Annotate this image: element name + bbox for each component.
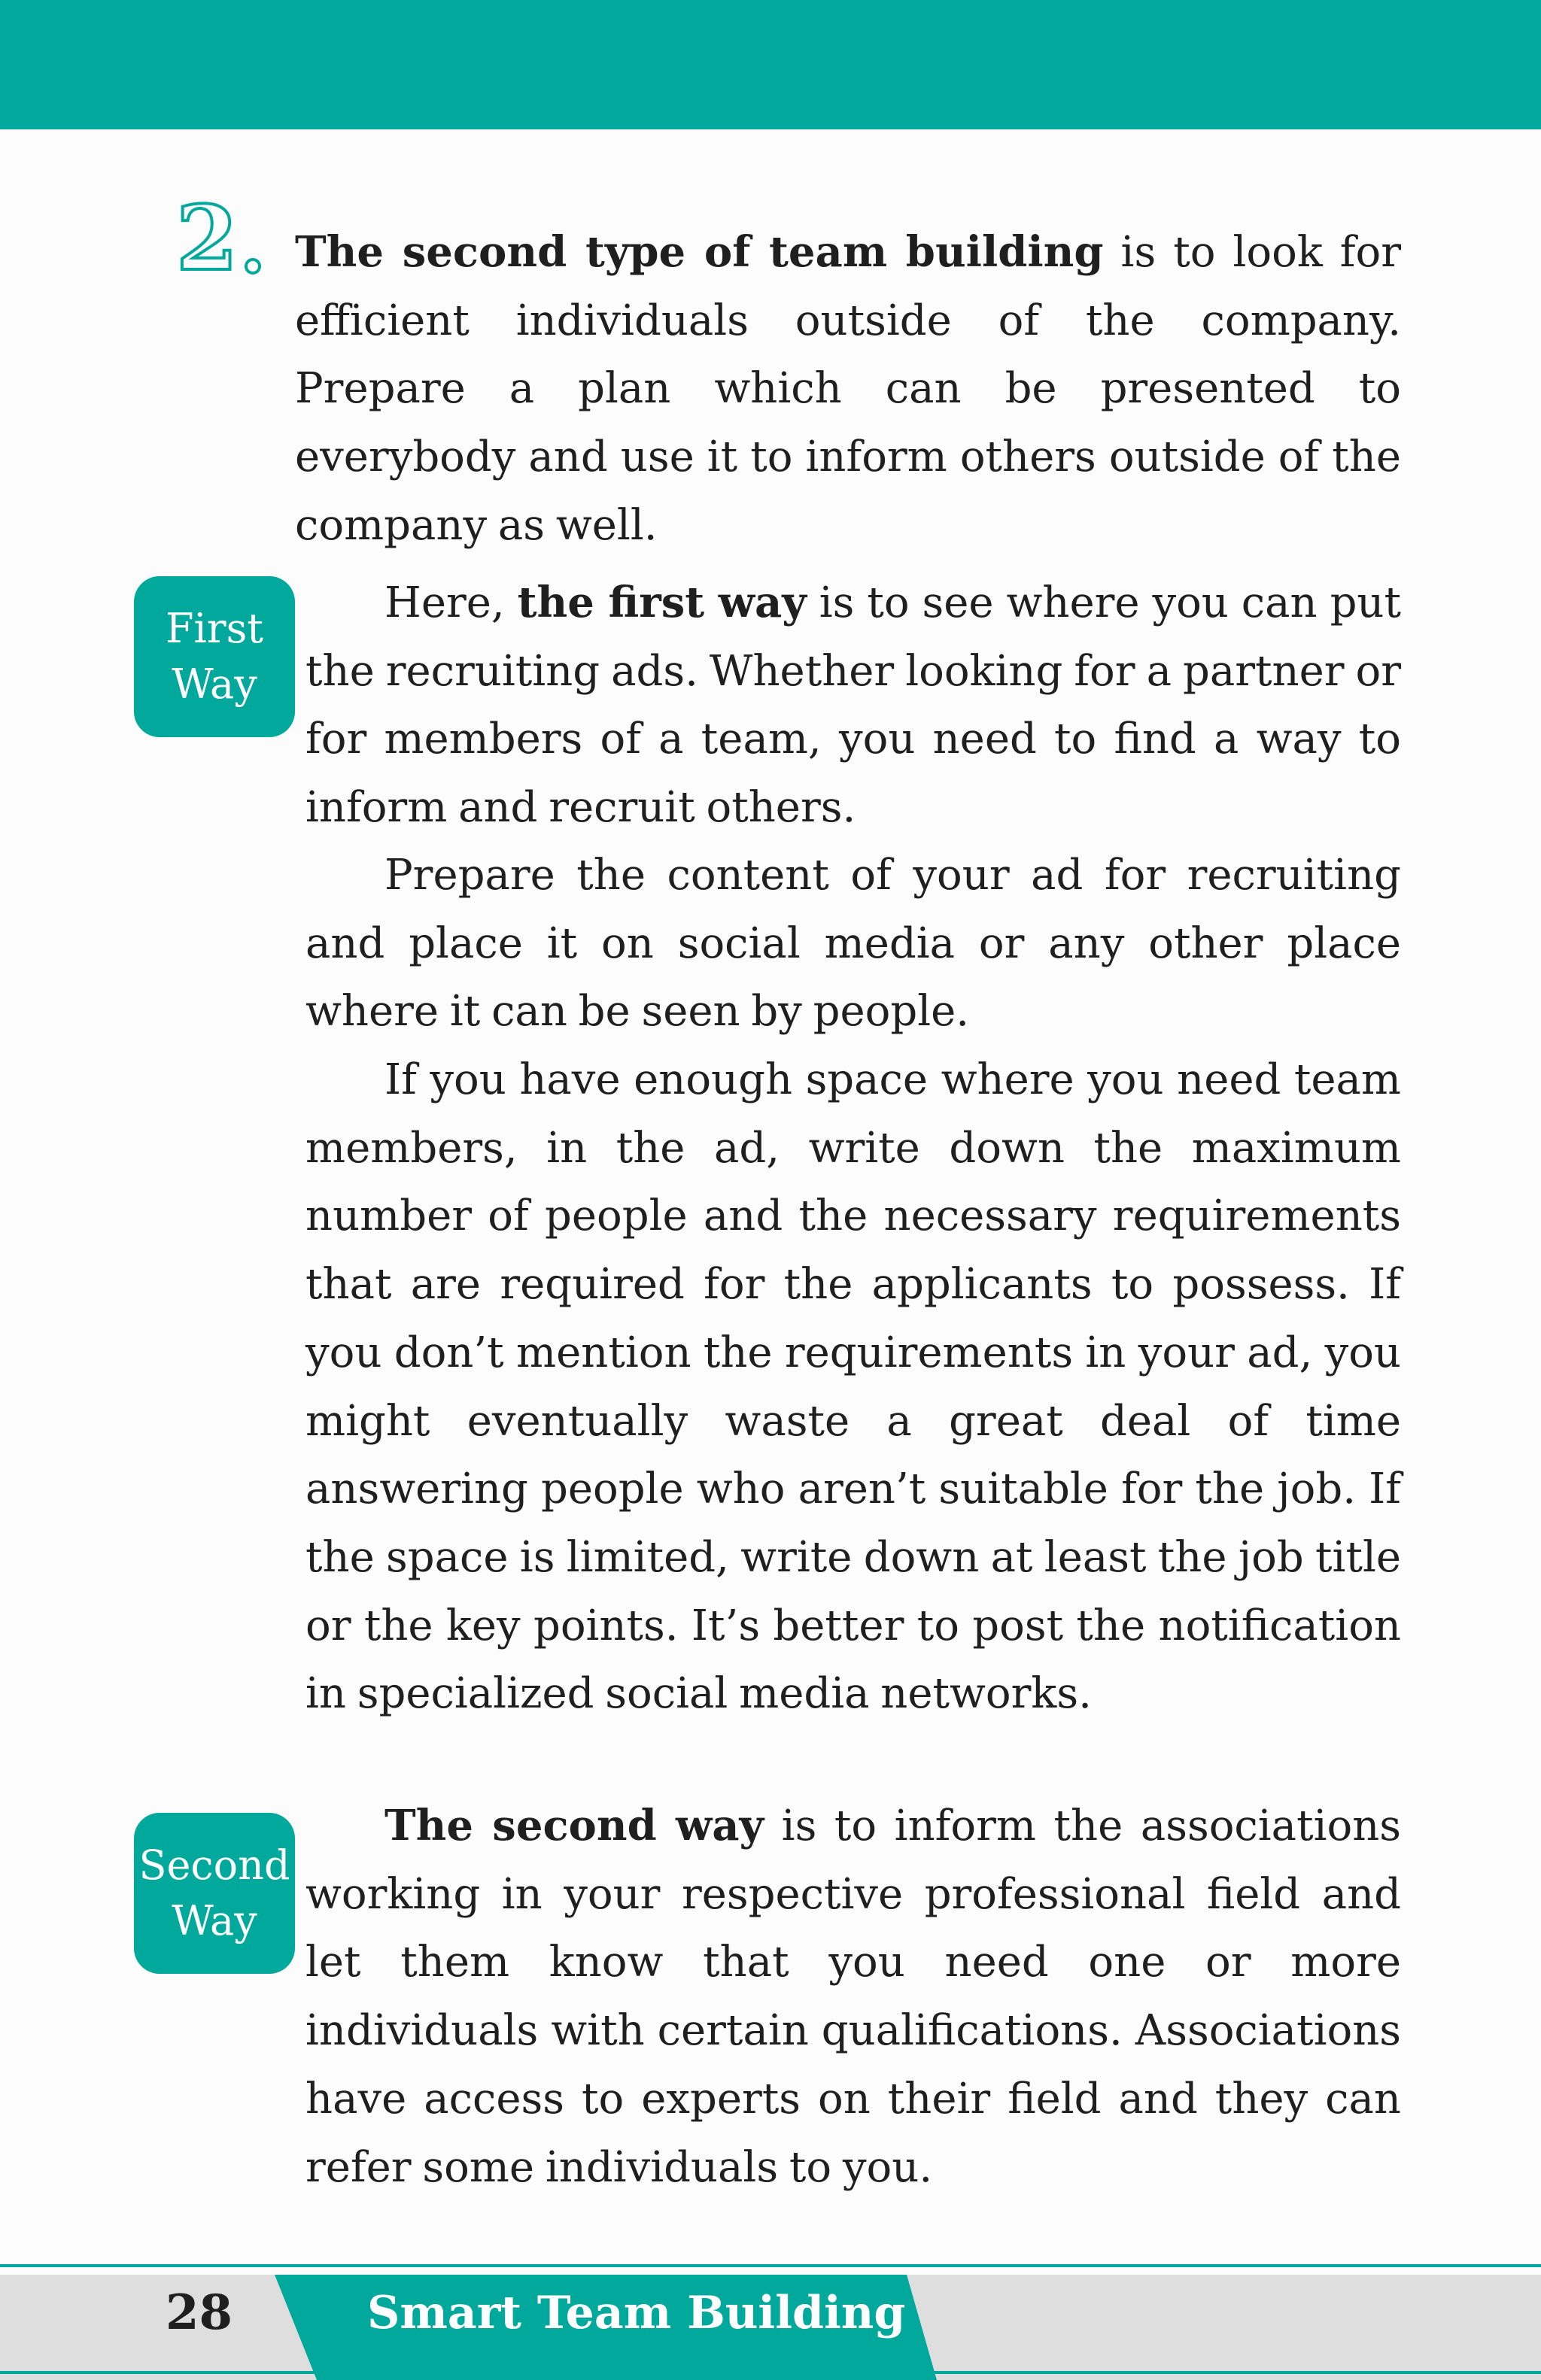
first-way-tag-line2: Way <box>172 660 257 708</box>
second-way-p1-rest: is to inform the associations working in your respective professional field and let them know that you need one or more individuals with certain qualifications. Associations have access to experts on their field and they can refer some individuals to you. <box>305 1802 1402 2192</box>
first-way-paragraph-3: If you have enough space where you need team members, in the ad, write down the maximum number of people and the necessary requirements that are required for the applicants to possess. If you don’t mention the requirements in your ad, you might eventually waste a great deal of time answering people who aren’t suitable for the job. If the space is limited, write down at least the job title or the key points. It’s better to post the notification in specialized social media networks. <box>305 1055 1401 1719</box>
section-intro-text: is to look for efficient individuals outside of the company. Prepare a plan which can be presented to everybody and use it to inform others outside of the company as well. <box>295 228 1401 550</box>
second-way-tag-line1: Second <box>138 1841 290 1889</box>
second-way-p1-bold: The second way <box>384 1801 764 1850</box>
second-way-paragraph-1 <box>305 1792 1401 2202</box>
section-intro-bold: The second type of team building <box>295 227 1104 277</box>
footer-top-rule <box>0 2264 1541 2267</box>
section-number-dot <box>246 260 260 273</box>
first-way-p1-rest: is to see where you can put the recruiting ads. Whether looking for a partner or for members of a team, you need to find a way to inform and recruit others. <box>305 578 1401 833</box>
footer-bottom-rule <box>0 2371 1541 2374</box>
second-way-tag-line2: Way <box>172 1897 257 1944</box>
book-title: Smart Team Building <box>367 2287 906 2339</box>
page-number: 28 <box>166 2284 233 2341</box>
top-header-band <box>0 0 1541 129</box>
first-way-paragraph-2: Prepare the content of your ad for recruiting and place it on social media or any other place where it can be seen by people. <box>305 851 1401 1037</box>
section-intro-paragraph <box>295 218 1401 560</box>
second-way-tag <box>134 1813 295 1974</box>
section-number: 2 <box>176 197 239 278</box>
first-way-tag-line1: First <box>166 605 263 652</box>
first-way-p1-bold: the first way <box>517 578 807 627</box>
first-way-tag <box>134 576 295 737</box>
section-number-badge <box>175 197 265 278</box>
first-way-p1-start: Here, <box>384 578 518 627</box>
first-way-paragraph-1 <box>305 569 1401 842</box>
